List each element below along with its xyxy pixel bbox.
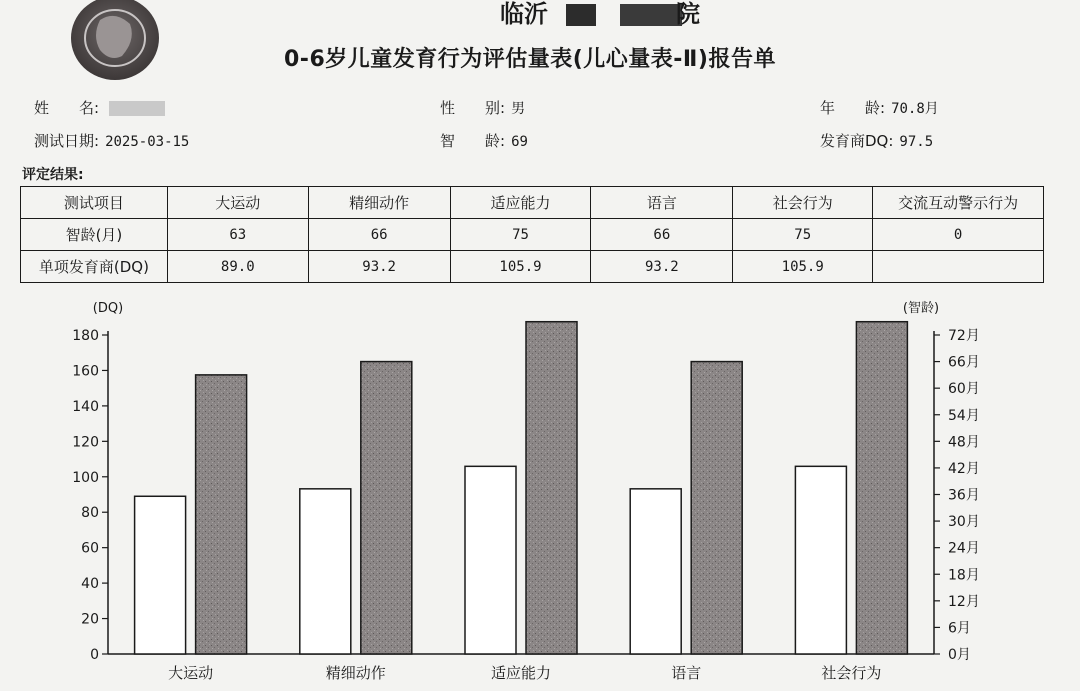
- left-axis-tick-label: 120: [72, 434, 99, 451]
- category-label: 精细动作: [325, 664, 386, 682]
- table-cell: 75: [733, 219, 873, 251]
- table-header-cell: 语言: [591, 187, 733, 219]
- redacted-name: [109, 101, 165, 116]
- mental-age-bar: [526, 322, 577, 654]
- left-axis-tick-label: 80: [81, 505, 99, 522]
- sex-label: 性 别:: [440, 99, 506, 117]
- dq-bar: [465, 466, 516, 654]
- row-label-cell: 单项发育商(DQ): [21, 251, 168, 283]
- table-cell: 0: [873, 219, 1044, 251]
- table-row: [21, 219, 1044, 251]
- table-header-cell: 精细动作: [308, 187, 450, 219]
- table-row: [21, 251, 1044, 283]
- left-axis-tick-label: 0: [90, 647, 99, 663]
- dq-bar: [630, 489, 681, 654]
- table-cell: 63: [167, 219, 308, 251]
- age-field: [820, 97, 939, 118]
- table-cell: 105.9: [450, 251, 591, 283]
- test-date-field: [34, 130, 189, 151]
- right-axis-tick-label: 72月: [948, 328, 980, 344]
- table-cell: 75: [450, 219, 591, 251]
- dq-label: 发育商DQ:: [820, 132, 894, 150]
- row-label-cell: 智龄(月): [21, 219, 168, 251]
- dq-field: [820, 130, 933, 151]
- left-axis-tick-label: 140: [72, 398, 99, 415]
- age-value: 70.8月: [891, 101, 939, 117]
- sex-field: [440, 97, 525, 118]
- table-cell: [873, 251, 1044, 283]
- table-header-cell: 测试项目: [21, 187, 168, 219]
- mental-age-bar: [856, 322, 907, 654]
- right-axis-tick-label: 30月: [948, 514, 980, 531]
- left-axis-tick-label: 60: [81, 540, 99, 557]
- table-cell: 66: [308, 219, 450, 251]
- right-axis-tick-label: 60月: [948, 381, 980, 398]
- table-cell: 105.9: [733, 251, 873, 283]
- right-axis-tick-label: 6月: [948, 620, 971, 637]
- category-label: 大运动: [168, 664, 214, 682]
- report-title: 0-6岁儿童发育行为评估量表(儿心量表-Ⅱ)报告单: [284, 47, 776, 72]
- hospital-name-suffix: 院: [676, 0, 700, 28]
- hospital-name-text: 临沂: [500, 0, 548, 28]
- right-axis-tick-label: 48月: [948, 434, 980, 451]
- right-axis-tick-label: 24月: [948, 540, 980, 557]
- redacted-block: [566, 4, 596, 26]
- test-date-label: 测试日期:: [34, 132, 100, 150]
- right-axis-tick-label: 66月: [948, 354, 980, 371]
- table-header-cell: 社会行为: [733, 187, 873, 219]
- mental-age-bar: [196, 375, 247, 654]
- table-cell: 89.0: [167, 251, 308, 283]
- results-label: 评定结果:: [22, 167, 84, 183]
- age-label: 年 龄:: [820, 99, 886, 117]
- right-axis-tick-label: 12月: [948, 593, 980, 610]
- table-cell: 93.2: [308, 251, 450, 283]
- mental-age-field: [440, 130, 528, 151]
- left-axis-tick-label: 100: [72, 469, 99, 486]
- mental-age-value: 69: [511, 134, 528, 150]
- table-header-cell: 适应能力: [450, 187, 591, 219]
- test-date-value: 2025-03-15: [105, 134, 190, 150]
- category-label: 社会行为: [821, 664, 882, 682]
- table-cell: 93.2: [591, 251, 733, 283]
- sex-value: 男: [511, 101, 526, 117]
- table-header-cell: 交流互动警示行为: [873, 187, 1044, 219]
- right-axis-title: (智龄): [902, 301, 940, 316]
- right-axis-tick-label: 42月: [948, 460, 980, 477]
- right-axis-tick-label: 0月: [948, 647, 971, 663]
- right-axis-tick-label: 54月: [948, 407, 980, 424]
- table-header-cell: 大运动: [167, 187, 308, 219]
- left-axis-tick-label: 40: [81, 576, 99, 593]
- left-axis-tick-label: 180: [72, 328, 99, 344]
- left-axis-tick-label: 20: [81, 611, 99, 628]
- category-label: 适应能力: [490, 664, 552, 682]
- right-axis-tick-label: 36月: [948, 487, 980, 504]
- name-label: 姓 名:: [34, 99, 100, 117]
- right-axis-tick-label: 18月: [948, 567, 980, 584]
- mental-age-bar: [691, 362, 742, 654]
- table-header-row: [21, 187, 1044, 219]
- table-cell: 66: [591, 219, 733, 251]
- dq-bar: [300, 489, 351, 654]
- left-axis-tick-label: 160: [72, 363, 99, 380]
- dq-bar: [795, 466, 846, 654]
- redacted-block: [620, 4, 682, 26]
- category-label: 语言: [671, 664, 702, 682]
- mental-age-bar: [361, 362, 412, 654]
- mental-age-label: 智 龄:: [440, 132, 506, 150]
- dq-bar: [135, 496, 186, 654]
- dq-mental-age-chart: [0, 290, 1080, 691]
- name-field: [34, 97, 165, 118]
- left-axis-title: (DQ): [92, 301, 124, 316]
- results-table: [20, 186, 1044, 283]
- dq-value: 97.5: [899, 134, 934, 150]
- hospital-name: [500, 0, 760, 32]
